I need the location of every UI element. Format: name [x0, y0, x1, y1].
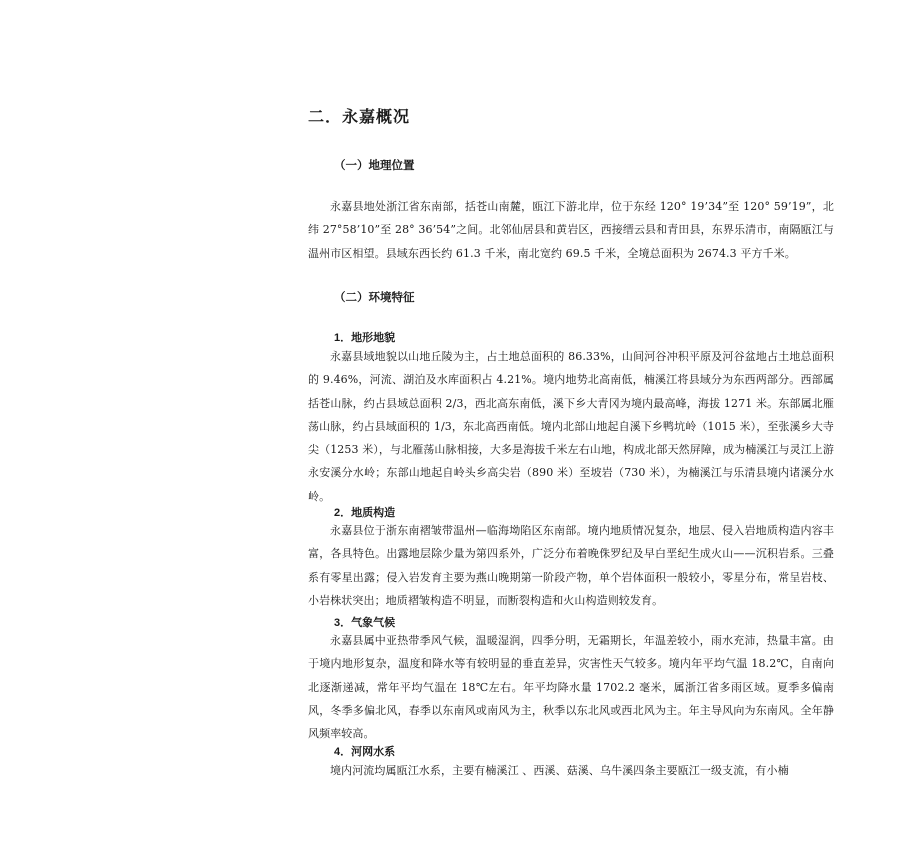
terrain-paragraph: 永嘉县域地貌以山地丘陵为主，占土地总面积的 86.33%，山间河谷冲积平原及河谷盆地占土地总面积的 9.46%，河流、湖泊及水库面积占 4.21%。境内地势北高南低，楠溪江将县域分为东西两部分。西部属括苍山脉，约占县域总面积 2/3，西北高东南低，溪下乡大青冈为境内最高峰，海拔 1271 米。东部属北雁荡山脉，约占县域面积的 1/3，东北高西南低。境内北部山地起自溪下乡鸭坑岭（1015 米），至张溪乡大寺尖（1253 米），与北雁荡山脉相接，大多是海拔千米左右山地，构成北部天然屏障，成为楠溪江与灵江上游永安溪分水岭；东部山地起自岭头乡高尖岩（890 米）至坡岩（730 米），为楠溪江与乐清县境内诸溪分水岭。: [308, 350, 834, 503]
river-paragraph: 境内河流均属瓯江水系，主要有楠溪江 、西溪、菇溪、乌牛溪四条主要瓯江一级支流，有小楠: [330, 764, 789, 777]
climate-paragraph: 永嘉县属中亚热带季风气候，温暖湿润，四季分明，无霜期长，年温差较小，雨水充沛，热量丰富。由于境内地形复杂，温度和降水等有较明显的垂直差异，灾害性天气较多。境内年平均气温 18.2℃，自南向北逐渐递减，常年平均气温在 18℃左右。年平均降水量 1702.2 毫米，属浙江省多雨区域。夏季多偏南风，冬季多偏北风，春季以东南风或南风为主，秋季以东北风或西北风为主。年主导风向为东南风。全年静风频率较高。: [308, 634, 834, 741]
env-heading: （二）环境特征: [334, 292, 415, 304]
geo-heading: （一）地理位置: [334, 160, 415, 172]
section-title: 二．永嘉概况: [308, 109, 411, 126]
river-heading: 4．河网水系: [334, 746, 396, 758]
terrain-heading: 1．地形地貌: [334, 332, 396, 344]
geo-paragraph: 永嘉县地处浙江省东南部，括苍山南麓，瓯江下游北岸，位于东经 120° 19’34”至 120° 59’19”，北纬 27°58’10”至 28° 36’54”之间。北邻仙居县和黄岩区，西接缙云县和青田县，东界乐清市，南隔瓯江与温州市区相望。县域东西长约 61.3 千米，南北宽约 69.5 千米，全境总面积为 2674.3 平方千米。: [308, 200, 834, 260]
geology-heading: 2．地质构造: [334, 507, 396, 519]
climate-heading: 3．气象气候: [334, 617, 396, 629]
geology-paragraph: 永嘉县位于浙东南褶皱带温州—临海坳陷区东南部。境内地质情况复杂，地层、侵入岩地质构造内容丰富，各具特色。出露地层除少量为第四系外，广泛分布着晚侏罗纪及早白垩纪生成火山——沉积岩系。三叠系有零星出露；侵入岩发育主要为燕山晚期第一阶段产物，单个岩体面积一般较小，零星分布，常呈岩枝、小岩株状突出；地质褶皱构造不明显，而断裂构造和火山构造则较发育。: [308, 524, 834, 607]
